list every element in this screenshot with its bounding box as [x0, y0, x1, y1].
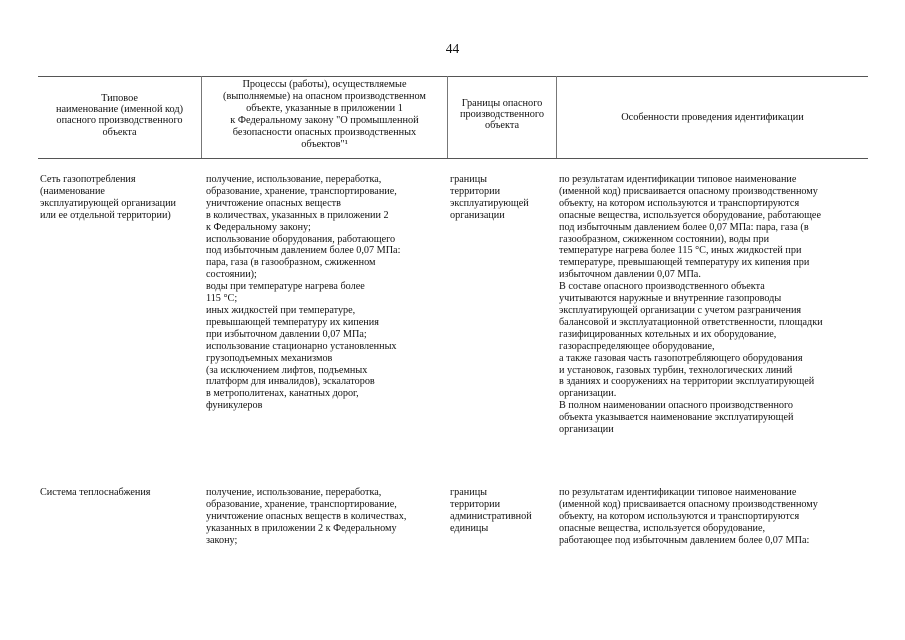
row-identification-features: по результатам идентификации типовое наименование (именной код) присваивается опасному производственному объекту, на котором используются и транспортируются опасные вещества, используется оборудование, работающее под избыточным давлением более 0,07 МПа: пара, газа (в газообразном, сжиженном состоянии), воды при температуре нагрева более 115 °C, иных жидкостей при температуре, превышающей температуру их кипения при избыточном давлении 0,07 МПа. В составе опасного производственного объекта учитываются наружные и внутренние газопроводы эксплуатирующей организации с учетом разграничения балансовой и эксплуатационной ответственности, площадки газифицированных котельных и их оборудование, газораспределяющее оборудование, а также газовая часть газопотребляющего оборудования и установок, газовых турбин, технологических линий в зданиях и сооружениях на территории эксплуатирующей организации. В полном наименовании опасного производственного объекта указывается наименование эксплуатирующей организации [559, 174, 823, 436]
header-typical-name: Типовое наименование (именной код) опасного производственного объекта [55, 93, 184, 138]
header-identification-features: Особенности проведения идентификации [621, 112, 804, 123]
row-boundaries: границы территории эксплуатирующей организации [450, 174, 529, 221]
table-top-border [38, 76, 868, 77]
row-identification-features: по результатам идентификации типовое наименование (именной код) присваивается опасному производственному объекту, на котором используются и транспортируются опасные вещества, используется оборудование, работающее под избыточным давлением более 0,07 МПа: [559, 487, 818, 546]
row-object-name: Сеть газопотребления (наименование эксплуатирующей организации или ее отдельной территории) [40, 174, 176, 221]
header-processes: Процессы (работы), осуществляемые (выполняемые) на опасном производственном объекте, указанные в приложении 1 к Федеральному закону "О промышленной безопасности опасных производственных объектов"¹ [223, 79, 426, 150]
page-number: 44 [445, 41, 460, 56]
header-boundaries: Границы опасного производственного объекта [460, 98, 544, 132]
row-processes: получение, использование, переработка, образование, хранение, транспортирование, уничтожение опасных веществ в количествах, указанных в приложении 2 к Федеральному закону; использование оборудования, работающего под избыточным давлением более 0,07 МПа: пара, газа (в газообразном, сжиженном состоянии); воды при температуре нагрева более 115 °C; иных жидкостей при температуре, превышающей температуру их кипения при избыточном давлении 0,07 МПа; использование стационарно установленных грузоподъемных механизмов (за исключением лифтов, подъемных платформ для инвалидов), эскалаторов в метрополитенах, канатных дорог, фуникулеров [206, 174, 401, 412]
table-header-bottom-border [38, 158, 868, 159]
row-object-name: Система теплоснабжения [40, 487, 151, 498]
row-processes: получение, использование, переработка, образование, хранение, транспортирование, уничтожение опасных веществ в количествах, указанных в приложении 2 к Федеральному закону; [206, 487, 407, 546]
row-boundaries: границы территории административной единицы [450, 487, 532, 534]
